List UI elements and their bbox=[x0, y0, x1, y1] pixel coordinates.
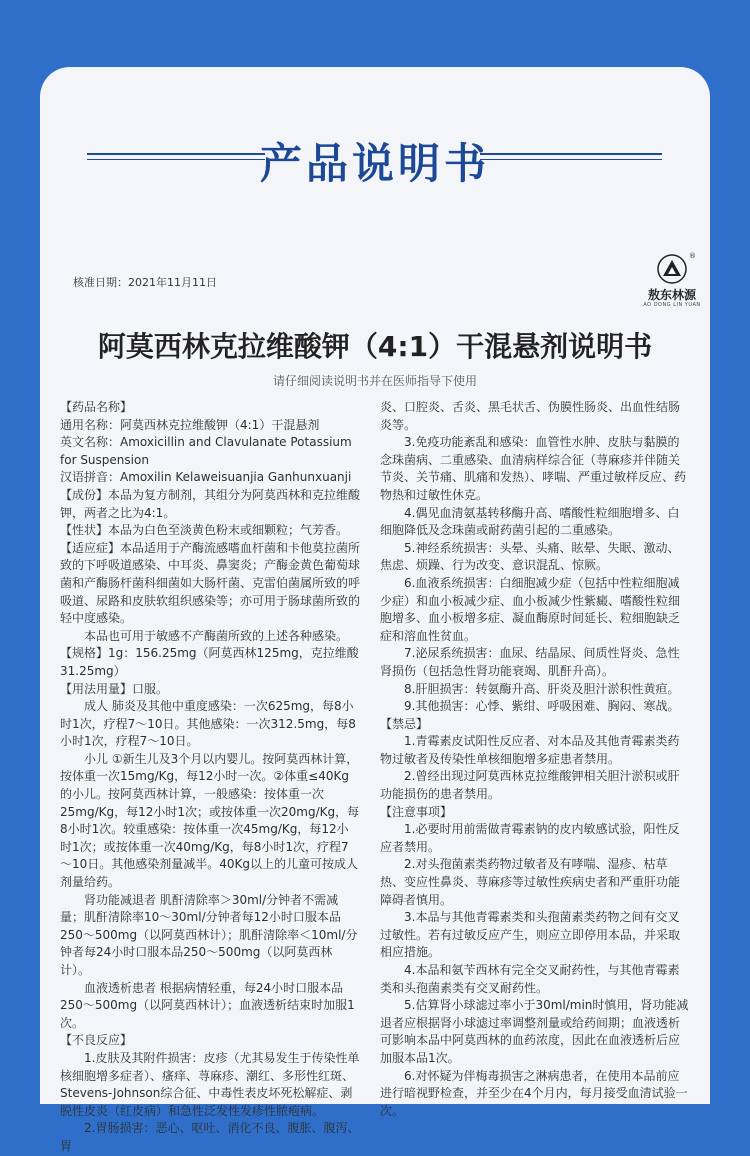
section-heading: 【适应症】本品适用于产酶流感嗜血杆菌和卡他莫拉菌所致的下呼吸道感染、中耳炎、鼻窦炎；产酶金黄色葡萄球菌和产酶肠杆菌科细菌如大肠杆菌、克雷伯菌属所致的呼吸道、尿路和皮肤软组织感染等；亦可用于肠球菌所致的轻中度感染。 bbox=[60, 540, 361, 626]
paragraph: 2.曾经出现过阿莫西林克拉维酸钾相关胆汁淤积或肝功能损伤的患者禁用。 bbox=[380, 769, 680, 802]
section-heading: 【成份】本品为复方制剂，其组分为阿莫西林和克拉维酸钾，两者之比为4:1。 bbox=[60, 487, 361, 520]
paragraph: 肾功能减退者 肌酐清除率＞30ml/分钟者不需减量；肌酐清除率10～30ml/分钟者每12小时口服本品250～500mg（以阿莫西林计）；肌酐清除率＜10ml/分钟者每24小时口服本品250～500mg（以阿莫西林计）。 bbox=[60, 892, 358, 977]
paragraph: 成人 肺炎及其他中重度感染：一次625mg，每8小时1次，疗程7～10日。其他感染：一次312.5mg，每8小时1次，疗程7～10日。 bbox=[60, 699, 356, 749]
registered-mark: ® bbox=[689, 252, 696, 260]
paragraph: 8.肝胆损害：转氨酶升高、肝炎及胆汁淤积性黄疸。 bbox=[404, 681, 680, 696]
section-heading: 【规格】1g：156.25mg（阿莫西林125mg，克拉维酸31.25mg） bbox=[60, 646, 359, 678]
paragraph: 炎、口腔炎、舌炎、黑毛状舌、伪膜性肠炎、出血性结肠炎等。 bbox=[380, 400, 681, 432]
paragraph: 3.免疫功能紊乱和感染：血管性水肿、皮肤与黏膜的念珠菌病、二重感染、血清病样综合征（荨麻疹并伴随关节炎、关节痛、肌痛和发热）、哮喘、严重过敏样反应、药物热和过敏性休克。 bbox=[380, 435, 687, 502]
paragraph: 9.其他损害：心悸、紫绀、呼吸困难、胸闷、寒战。 bbox=[404, 699, 680, 714]
section-heading: 【性状】本品为白色至淡黄色粉末或细颗粒；气芳香。 bbox=[60, 523, 349, 538]
section-heading: 【药品名称】 bbox=[60, 400, 133, 414]
paragraph: 小儿 ①新生儿及3个月以内婴儿。按阿莫西林计算，按体重一次15mg/Kg，每12小时一次。②体重≤40Kg的小儿。按阿莫西林计算，一般感染：按体重一次25mg/Kg，每12小时1次；或按体重一次20mg/Kg，每8小时1次。较重感染：按体重一次45mg/Kg，每12小时1次；或按体重一次40mg/Kg，每8小时1次，疗程7～10日。其他感染剂量减半。40Kg以上的儿童可按成人剂量给药。 bbox=[60, 751, 360, 890]
brand-name-cn: 敖东林源 bbox=[647, 288, 696, 302]
left-column bbox=[60, 399, 360, 1156]
paragraph: 2.胃肠损害：恶心、呕吐、消化不良、腹胀、腹泻、胃 bbox=[60, 1121, 360, 1153]
paragraph: 6.血液系统损害：白细胞减少症（包括中性粒细胞减少症）和血小板减少症、血小板减少性紫癜、嗜酸性粒细胞增多、血小板增多症、凝血酶原时间延长、粒细胞缺乏症和溶血性贫血。 bbox=[380, 575, 681, 643]
section-heading: 【用法用量】口服。 bbox=[60, 681, 169, 696]
paragraph: 7.泌尿系统损害：血尿、结晶尿、间质性肾炎、急性肾损伤（包括急性肾功能衰竭、肌酐升高）。 bbox=[380, 646, 680, 678]
paragraph: 通用名称：阿莫西林克拉维酸钾（4:1）干混悬剂 bbox=[60, 417, 320, 432]
brand-logo-icon bbox=[657, 254, 687, 284]
paragraph: 4.本品和氨苄西林有完全交叉耐药性，与其他青霉素类和头孢菌素类有交叉耐药性。 bbox=[380, 963, 680, 995]
document-title: 阿莫西林克拉维酸钾（4:1）干混悬剂说明书 bbox=[97, 330, 653, 363]
paragraph: 5.神经系统损害：头晕、头痛、眩晕、失眠、激动、焦虑、烦躁、行为改变、意识混乱、惊厥。 bbox=[380, 540, 680, 573]
paragraph: 汉语拼音：Amoxilin Kelaweisuanjia Ganhunxuanji bbox=[60, 470, 352, 485]
brand-logo bbox=[642, 254, 702, 308]
paragraph: 2.对头孢菌素类药物过敏者及有哮喘、湿疹、枯草热、变应性鼻炎、荨麻疹等过敏性疾病史者和严重肝功能障碍者慎用。 bbox=[380, 857, 681, 907]
banner-rule-right bbox=[480, 153, 662, 155]
paragraph: 1.皮肤及其附件损害：皮疹（尤其易发生于传染性单核细胞增多症者）、瘙痒、荨麻疹、潮红、多形性红斑、Stevens-Johnson综合征、中毒性表皮坏死松解症、剥脱性皮炎（红皮病）和急性泛发性发疹性脓疱病。 bbox=[60, 1050, 360, 1118]
paragraph: 3.本品与其他青霉素类和头孢菌素类药物之间有交叉过敏性。若有过敏反应产生，则应立即停用本品，并采取相应措施。 bbox=[380, 910, 681, 960]
instruction-card bbox=[40, 67, 710, 1153]
banner bbox=[40, 67, 710, 297]
section-heading: 【不良反应】 bbox=[60, 1033, 133, 1048]
paragraph: 1.青霉素皮试阳性反应者、对本品及其他青霉素类药物过敏者及传染性单核细胞增多症患者禁用。 bbox=[380, 734, 680, 766]
document-subtitle: 请仔细阅读说明书并在医师指导下使用 bbox=[272, 374, 477, 388]
section-heading: 【注意事项】 bbox=[380, 804, 453, 819]
brand-name-en: AO DONG LIN YUAN bbox=[643, 302, 701, 308]
banner-heading: 产品说明书 bbox=[259, 139, 490, 188]
paragraph: 英文名称：Amoxicillin and Clavulanate Potassium for Suspension bbox=[60, 435, 352, 467]
right-column bbox=[380, 399, 690, 1120]
section-heading: 【禁忌】 bbox=[380, 716, 429, 731]
approval-date: 核准日期：2021年11月11日 bbox=[73, 276, 217, 289]
banner-rule-right-thin bbox=[480, 159, 662, 160]
paragraph: 6.对怀疑为伴梅毒损害之淋病患者，在使用本品前应进行暗视野检查，并至少在4个月内，每月接受血清试验一次。 bbox=[380, 1068, 688, 1118]
paragraph: 5.估算肾小球滤过率小于30ml/min时慎用，肾功能减退者应根据肾小球滤过率调整剂量或给药间期；血液透析可影响本品中阿莫西林的血药浓度，因此在血液透析后应加服本品1次。 bbox=[380, 998, 689, 1065]
paragraph: 血液透析患者 根据病情轻重，每24小时口服本品250～500mg（以阿莫西林计）；血液透析结束时加服1次。 bbox=[60, 980, 355, 1030]
paragraph: 4.偶见血清氨基转移酶升高、嗜酸性粒细胞增多、白细胞降低及念珠菌或耐药菌引起的二重感染。 bbox=[380, 505, 680, 538]
paragraph: 1.必要时用前需做青霉素钠的皮内敏感试验，阳性反应者禁用。 bbox=[380, 822, 680, 854]
paragraph: 本品也可用于敏感不产酶菌所致的上述各种感染。 bbox=[84, 628, 349, 643]
